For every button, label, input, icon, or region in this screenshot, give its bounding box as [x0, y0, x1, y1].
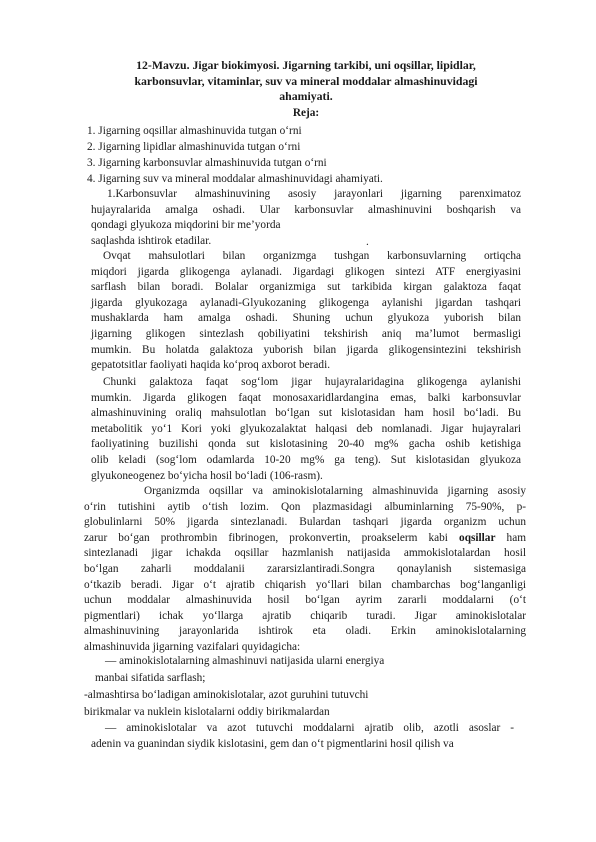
bullet-paragraph [91, 721, 514, 752]
para-line-with-bold [84, 531, 526, 547]
bold-term: oqsillar [459, 531, 496, 544]
para-line: saqlashda ishtirok etadilar. [91, 234, 212, 247]
para-line: metabolitik yo‘1 Kori yoki glyukozalaktat halqasi deb nomlanadi. Jigar hujayralari [91, 422, 521, 435]
para-line: Ovqat mahsulotlari bilan organizmga tushgan karbonsuvlarning ortiqcha [103, 250, 521, 262]
para-line: pigmentlari) ichak yo‘llarga ajratib chiqarib turadi. Jigar aminokislotalar [84, 609, 526, 622]
para-line: almashinuvining oraliq mahsulotlan bo‘lgan sut kislotasidan ham hosil bo‘ladi. Bu [91, 407, 521, 420]
para-line: jigarning glikogen sintezlash qobiliyatini tekshirish aniq ma’lumot bermasligi [91, 327, 521, 340]
plan-item: 2. Jigarning lipidlar almashinuvida tutgan o‘rni [87, 141, 301, 153]
para-line: almashinuvining jarayonlarida ishtirok eta oladi. Erkin aminokislotalarning [84, 625, 526, 638]
title-line: ahamiyati. [279, 89, 333, 103]
text-run: ham [495, 531, 526, 544]
paragraph-4 [84, 484, 526, 656]
para-line: Chunki galaktoza faqat sog‘lom jigar hujayralaridagina glikogenga aylanishi [103, 376, 521, 388]
list-line: birikmalar va nuklein kislotalarni oddiy birikmalardan [84, 706, 330, 718]
para-line: gepatotsitlar faoliyati haqida ko‘proq axborot beradi. [91, 359, 331, 372]
paragraph-3 [91, 375, 521, 484]
bullet-item-cont: manbai sifatida sarflash; [95, 672, 206, 684]
para-line: jigarda glyukozaga aylanadi-Glyukozaning glikogenga aylanishi jigardan tashqari [91, 296, 521, 309]
plan-item: 3. Jigarning karbonsuvlar almashinuvida tutgan o‘rni [87, 157, 327, 169]
para-line: bo‘lgan zaharli moddalanii zararsizlantiradi.Songra qonaylanish sistemasiga [84, 562, 526, 575]
title-line: 12-Mavzu. Jigar biokimyosi. Jigarning tarkibi, uni oqsillar, lipidlar, [136, 58, 476, 72]
para-line: 1.Karbonsuvlar almashinuvining asosiy jarayonlari jigarning parenximatoz [107, 188, 521, 200]
para-line: miqdori jigarda glikogenga aylanadi. Jigardagi glikogen sintezi ATF energiyasini [91, 265, 521, 278]
reja-heading: Reja: [292, 107, 320, 119]
plan-item: 4. Jigarning suv va mineral moddalar almashinuvidagi ahamiyati. [87, 173, 383, 185]
para-line: sintezlanadi jigar ichakda oqsillar hazmlanish natijasida ammokislotalardan hosil [84, 547, 526, 560]
para-line: mushaklarda ham amalga oshadi. Shuning uchun glyukoza yuborish bilan [91, 312, 521, 325]
para-line: almashinuvida jigarning vazifalari quyidagicha: [84, 640, 301, 653]
para-line: qondagi glyukoza miqdorini bir me’yorda [91, 219, 281, 232]
list-line: -almashtirsa bo‘ladigan aminokislotalar, azot guruhini tutuvchi [84, 689, 369, 701]
plan-item: 1. Jigarning oqsillar almashinuvida tutgan o‘rni [87, 125, 302, 137]
doc-title [110, 58, 502, 105]
para-line: faoliyatining buzilishi qonda sut kislotasining 20-40 mg% gacha oshib ketishiga [91, 438, 521, 451]
paragraph-2 [91, 249, 521, 374]
stray-dot: . [366, 236, 369, 248]
para-line: adenin va guanindan siydik kislotasini, gem dan o‘t pigmentlarini hosil qilish va [91, 737, 454, 750]
para-line: olib keladi (sog‘lom odamlarda 10-20 mg% ga teng). Sut kislotasidan glyukoza [91, 453, 521, 466]
para-line: uchun moddalar almashinuvida hosil bo‘lgan ayrim zararli moddalarni (o‘t [84, 594, 526, 607]
text-run: zarur bo‘gan prothrombin fibrinogen, prokonvertin, proakselerm kabi [84, 531, 460, 544]
para-line: — aminokislotalar va azot tutuvchi moddalarni ajratib olib, azotli asoslar - [105, 722, 514, 734]
bullet-item: — aminokislotalarning almashinuvi natijasida ularni energiya [105, 655, 385, 667]
para-line: mumkin. Jigarda glikogen faqat monosaxaridlardangina emas, balki karbonsuvlar [91, 391, 521, 404]
para-line: hujayralarida amalga oshadi. Ular karbonsuvlar almashinuvini boshqarish va [91, 203, 521, 216]
para-line: o‘tkazib beradi. Jigar o‘t ajratib chiqarish yo‘llari bilan chambarchas bog‘langanligi [84, 578, 526, 591]
para-line: o‘rin tutishini aytib o‘tish lozim. Qon plazmasidagi albuminlarning 75-90%, p- [84, 500, 526, 513]
para-line: glyukoneogenez bo‘yicha hosil bo‘ladi (106-rasm). [91, 469, 323, 482]
para-line: globulinlarni 50% jigarda sintezlanadi. Bulardan tashqari jigarda organizm uchun [84, 516, 526, 529]
para-line: Organizmda oqsillar va aminokislotalarning almashinuvida jigarning asosiy [144, 485, 526, 497]
title-line: karbonsuvlar, vitaminlar, suv va mineral moddalar almashinuvidagi [134, 73, 478, 88]
para-line: mumkin. Bu holatda galaktoza yuborish bilan jigarda glikogensintezini tekshirish [91, 343, 521, 356]
paragraph-1 [91, 187, 521, 249]
para-line: sarflash bilan boradi. Bolalar organizmiga sut tarkibida kirgan galaktoza faqat [91, 281, 521, 294]
